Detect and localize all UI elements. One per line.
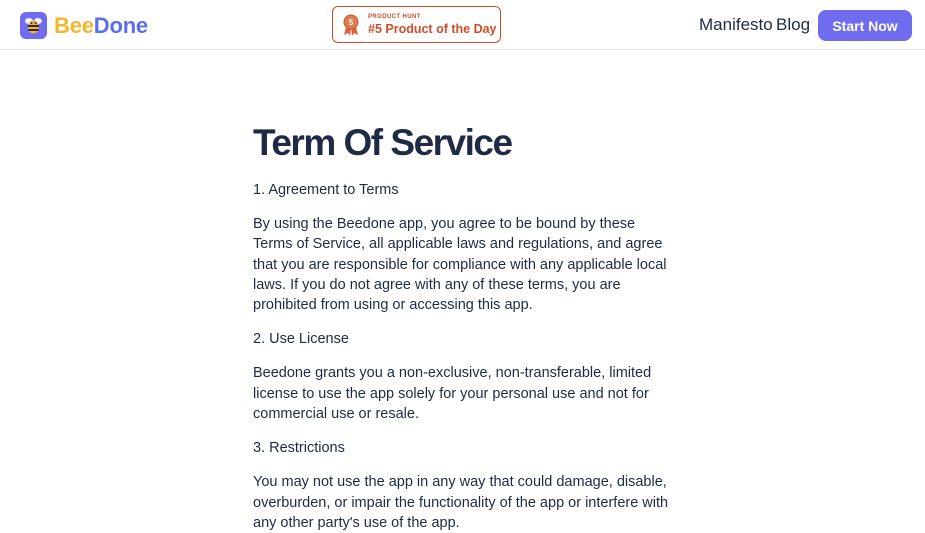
medal-icon — [342, 14, 360, 36]
badge-text — [368, 14, 497, 36]
brand-logo[interactable] — [20, 12, 148, 39]
page-title: Term Of Service — [253, 122, 512, 163]
top-header — [0, 0, 925, 50]
brand-name — [54, 13, 148, 39]
medal-number: 5 — [348, 17, 354, 27]
nav-blog-link[interactable]: Blog — [776, 15, 811, 34]
bee-icon — [20, 12, 47, 39]
section-body: You may not use the app in any way that could damage, disable, overburden, or impair the functionality of the app or interfere with any other party's use of the app. — [253, 474, 669, 531]
badge-small-label: PRODUCT HUNT — [368, 13, 421, 20]
nav-manifesto-link[interactable]: Manifesto — [699, 15, 773, 34]
section-heading: 2. Use License — [253, 331, 349, 348]
terms-content — [253, 120, 673, 533]
product-hunt-badge[interactable] — [332, 6, 501, 43]
brand-name-part2: Done — [93, 12, 148, 38]
brand-name-part1: Bee — [54, 12, 94, 38]
badge-main-label: #5 Product of the Day — [368, 21, 497, 36]
section-body: Beedone grants you a non-exclusive, non-transferable, limited license to use the app solely for your personal use and not for commercial use or resale. — [253, 365, 652, 423]
section-heading: 1. Agreement to Terms — [253, 182, 399, 198]
section-heading: 3. Restrictions — [253, 440, 345, 457]
start-now-button[interactable]: Start Now — [818, 10, 912, 41]
section-body: By using the Beedone app, you agree to be bound by these Terms of Service, all applicable laws and regulations, and agree that you are responsible for compliance with any applicable local laws. If you do not agree with any of these terms, you are prohibited from using or accessing this app. — [253, 216, 667, 314]
